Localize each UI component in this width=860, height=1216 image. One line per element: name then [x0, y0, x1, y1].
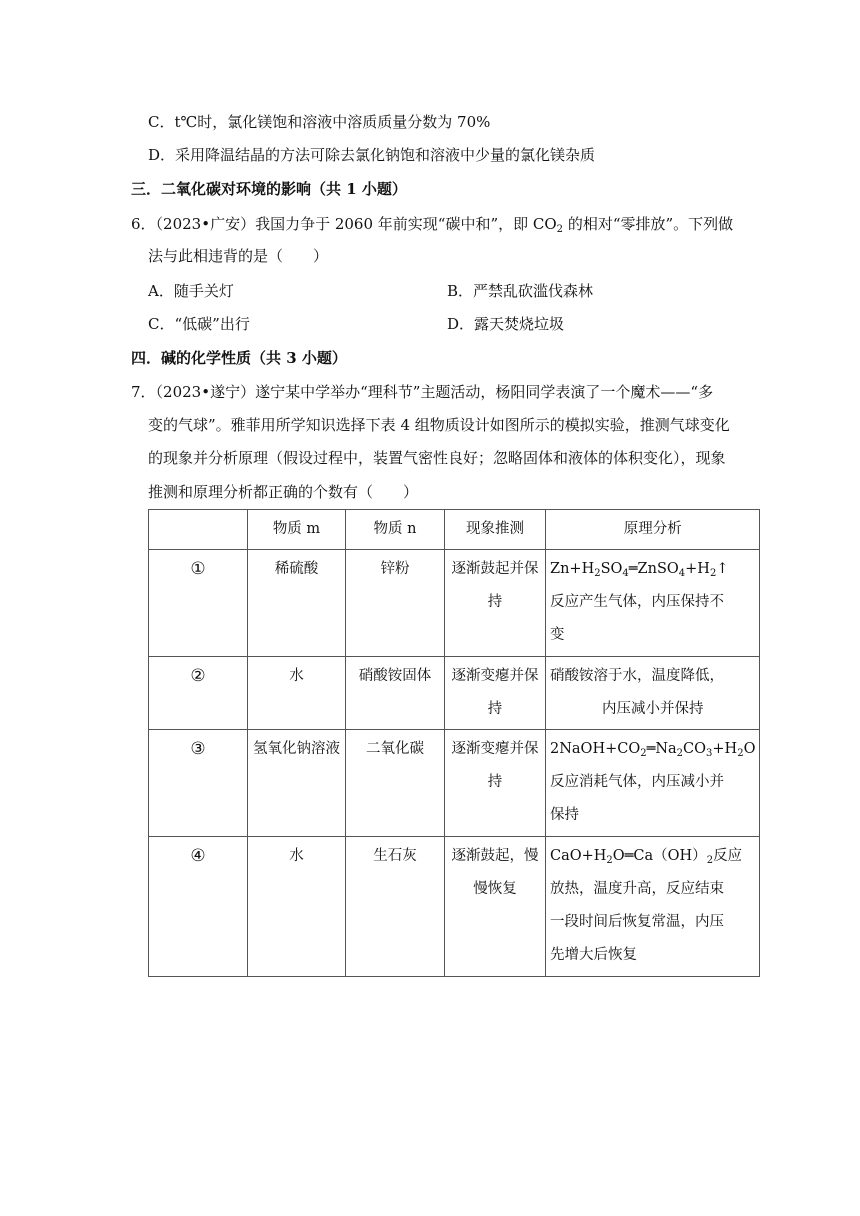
phenomenon	[445, 730, 546, 837]
q7-stem-line-2: 变的气球”。雅菲用所学知识选择下表 4 组物质设计如图所示的模拟实验，推测气球变化	[148, 416, 730, 434]
header-cell-phenomenon: 现象推测	[445, 510, 546, 550]
q7-stem-line-3: 的现象并分析原理（假设过程中，装置气密性良好；忽略固体和液体的体积变化），现象	[148, 449, 726, 467]
q7-table	[148, 509, 760, 977]
analysis	[546, 550, 760, 657]
substance-m: 水	[248, 657, 346, 730]
phenomenon-line: 持	[487, 594, 503, 610]
phenomenon-line: 慢恢复	[473, 881, 517, 897]
phenomenon-line: 逐渐鼓起，慢	[451, 848, 539, 864]
q6-option-b: B．严禁乱砍滥伐森林	[447, 282, 594, 300]
analysis	[546, 730, 760, 837]
table-row	[149, 730, 760, 837]
chemical-equation: $CaO+H_2O═Ca(OH)_2$反应	[550, 848, 743, 866]
phenomenon	[445, 837, 546, 977]
header-cell-analysis: 原理分析	[546, 510, 760, 550]
q6-stem-line-1	[131, 213, 733, 235]
analysis-line: 反应消耗气体，内压减小并	[550, 774, 724, 790]
table-row	[149, 837, 760, 977]
analysis-line: 内压减小并保持	[601, 701, 704, 717]
table-row	[149, 657, 760, 730]
row-number: ③	[149, 730, 248, 837]
phenomenon	[445, 550, 546, 657]
phenomenon-line: 逐渐变瘪并保	[451, 668, 539, 684]
substance-n: 硝酸铵固体	[346, 657, 445, 730]
table-header-row	[149, 510, 760, 550]
header-cell-index	[149, 510, 248, 550]
q5-option-c: C．t℃时，氯化镁饱和溶液中溶质质量分数为 70%	[148, 113, 491, 131]
analysis	[546, 837, 760, 977]
phenomenon	[445, 657, 546, 730]
substance-n: 锌粉	[346, 550, 445, 657]
analysis-line: 保持	[550, 807, 579, 823]
chemical-equation: $Zn+H_2SO_4═ZnSO_4+H_2↑$	[550, 561, 729, 579]
section-4-heading: 四．碱的化学性质（共 3 小题）	[131, 349, 347, 367]
phenomenon-line: 持	[487, 774, 503, 790]
analysis-line: 放热，温度升高，反应结束	[550, 881, 724, 897]
substance-n: 二氧化碳	[346, 730, 445, 837]
q7-stem-line-4: 推测和原理分析都正确的个数有（ ）	[148, 483, 419, 501]
section-3-heading: 三．二氧化碳对环境的影响（共 1 小题）	[131, 180, 407, 198]
row-number: ②	[149, 657, 248, 730]
header-cell-substance-n: 物质 n	[346, 510, 445, 550]
phenomenon-line: 逐渐鼓起并保	[451, 561, 539, 577]
q6-option-d: D．露天焚烧垃圾	[447, 315, 565, 333]
q6-option-a: A．随手关灯	[148, 282, 234, 300]
analysis-line: 硝酸铵溶于水，温度降低，	[550, 668, 724, 684]
q6-subscript: 2	[556, 224, 564, 235]
phenomenon-line: 持	[487, 701, 503, 717]
chemical-equation: $2NaOH+CO_2═Na_2CO_3+H_2O$	[550, 741, 756, 759]
substance-m: 水	[248, 837, 346, 977]
substance-m: 稀硫酸	[248, 550, 346, 657]
q6-stem-line-2: 法与此相违背的是（ ）	[148, 247, 329, 265]
q6-option-c: C．“低碳”出行	[148, 315, 250, 333]
analysis-line: 反应产生气体，内压保持不	[550, 594, 724, 610]
substance-n: 生石灰	[346, 837, 445, 977]
analysis	[546, 657, 760, 730]
phenomenon-line: 逐渐变瘪并保	[451, 741, 539, 757]
row-number: ④	[149, 837, 248, 977]
header-cell-substance-m: 物质 m	[248, 510, 346, 550]
q6-stem-text-a: 6．（2023•广安）我国力争于 2060 年前实现“碳中和”，即 CO	[131, 215, 557, 233]
substance-m: 氢氧化钠溶液	[248, 730, 346, 837]
q5-option-d: D．采用降温结晶的方法可除去氯化钠饱和溶液中少量的氯化镁杂质	[148, 146, 596, 164]
q7-stem-line-1: 7．（2023•遂宁）遂宁某中学举办“理科节”主题活动，杨阳同学表演了一个魔术——“多	[131, 383, 714, 401]
row-number: ①	[149, 550, 248, 657]
table-row	[149, 550, 760, 657]
analysis-line: 变	[550, 627, 565, 643]
q6-stem-text-b: 的相对“零排放”。下列做	[563, 215, 734, 233]
analysis-line: 先增大后恢复	[550, 947, 637, 963]
analysis-line: 一段时间后恢复常温，内压	[550, 914, 724, 930]
